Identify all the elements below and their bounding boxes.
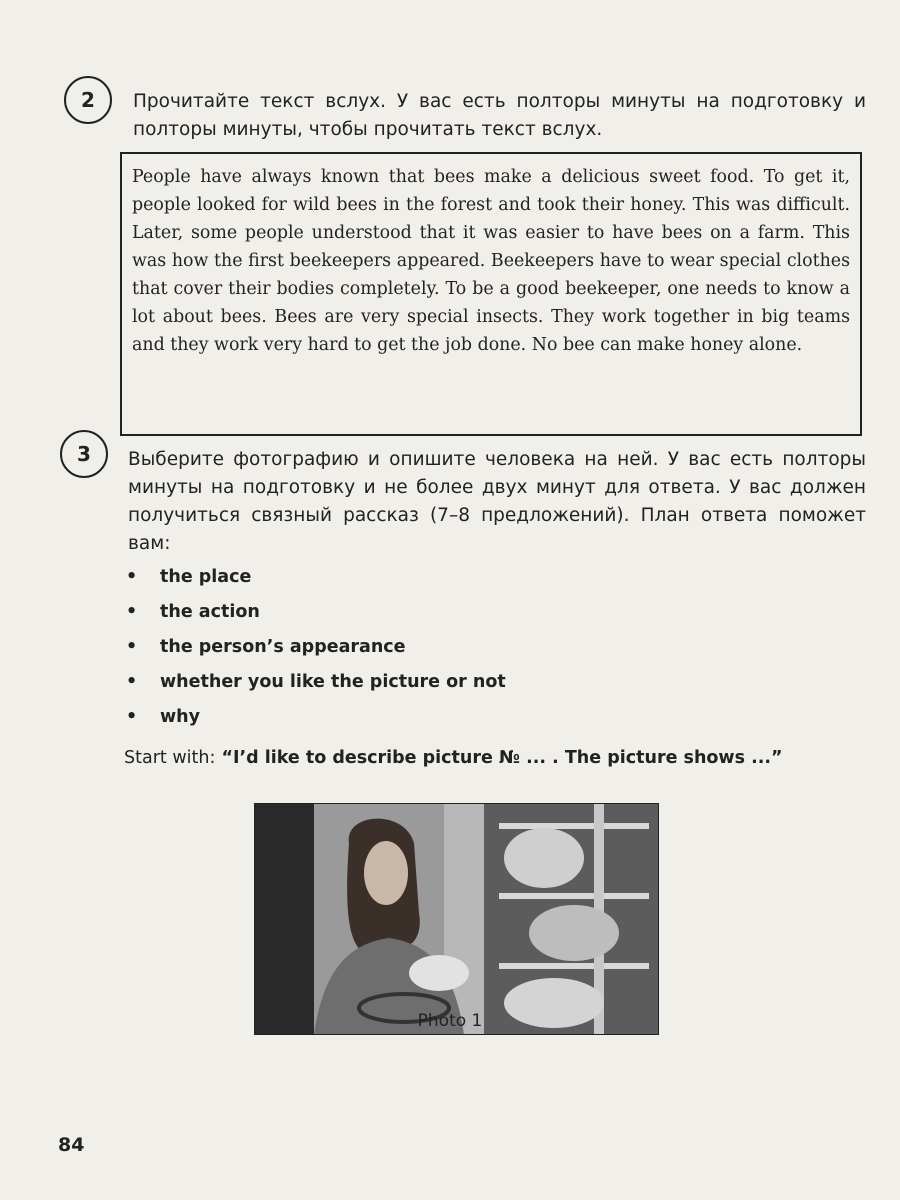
plan-item: • whether you like the picture or not [126, 672, 506, 692]
photo-caption: Photo 1 [417, 1011, 483, 1031]
reading-text-box: People have always known that bees make a delicious sweet food. To get it, people looked for wild bees in the forest and took their honey. This was difficult. Later, some people understood that it was easier to have bees on a farm. This was how the first beekeepers appeared. Beekeepers have to wear special clothes that cover their bodies completely. To be a good beekeeper, one needs to know a lot about bees. Bees are very special insects. They work together in big teams and they work very hard to get the job done. No bee can make honey alone. [120, 152, 862, 436]
plan-item: • why [126, 707, 201, 727]
answer-plan-list [126, 562, 506, 737]
task-3-number: 3 [60, 430, 108, 478]
plan-item: • the action [126, 602, 260, 622]
task-2-instruction: Прочитайте текст вслух. У вас есть полторы минуты на подготовку и полторы минуты, чтобы прочитать текст вслух. [133, 91, 866, 140]
page-number: 84 [58, 1134, 85, 1156]
start-with-phrase: “I’d like to describe picture № ... . The picture shows ...” [221, 748, 783, 768]
photo-woman-in-store [254, 803, 659, 1035]
plan-item: • the place [126, 567, 252, 587]
plan-item: • the person’s appearance [126, 637, 406, 657]
task-3-instruction: Выберите фотографию и опишите человека на ней. У вас есть полторы минуты на подготовку и не более двух минут для ответа. У вас должен получиться связный рассказ (7–8 предложений). План ответа поможет вам: [128, 449, 866, 554]
start-with-label: Start with: [124, 748, 216, 768]
start-with-line [124, 748, 783, 768]
task-2-number: 2 [64, 76, 112, 124]
